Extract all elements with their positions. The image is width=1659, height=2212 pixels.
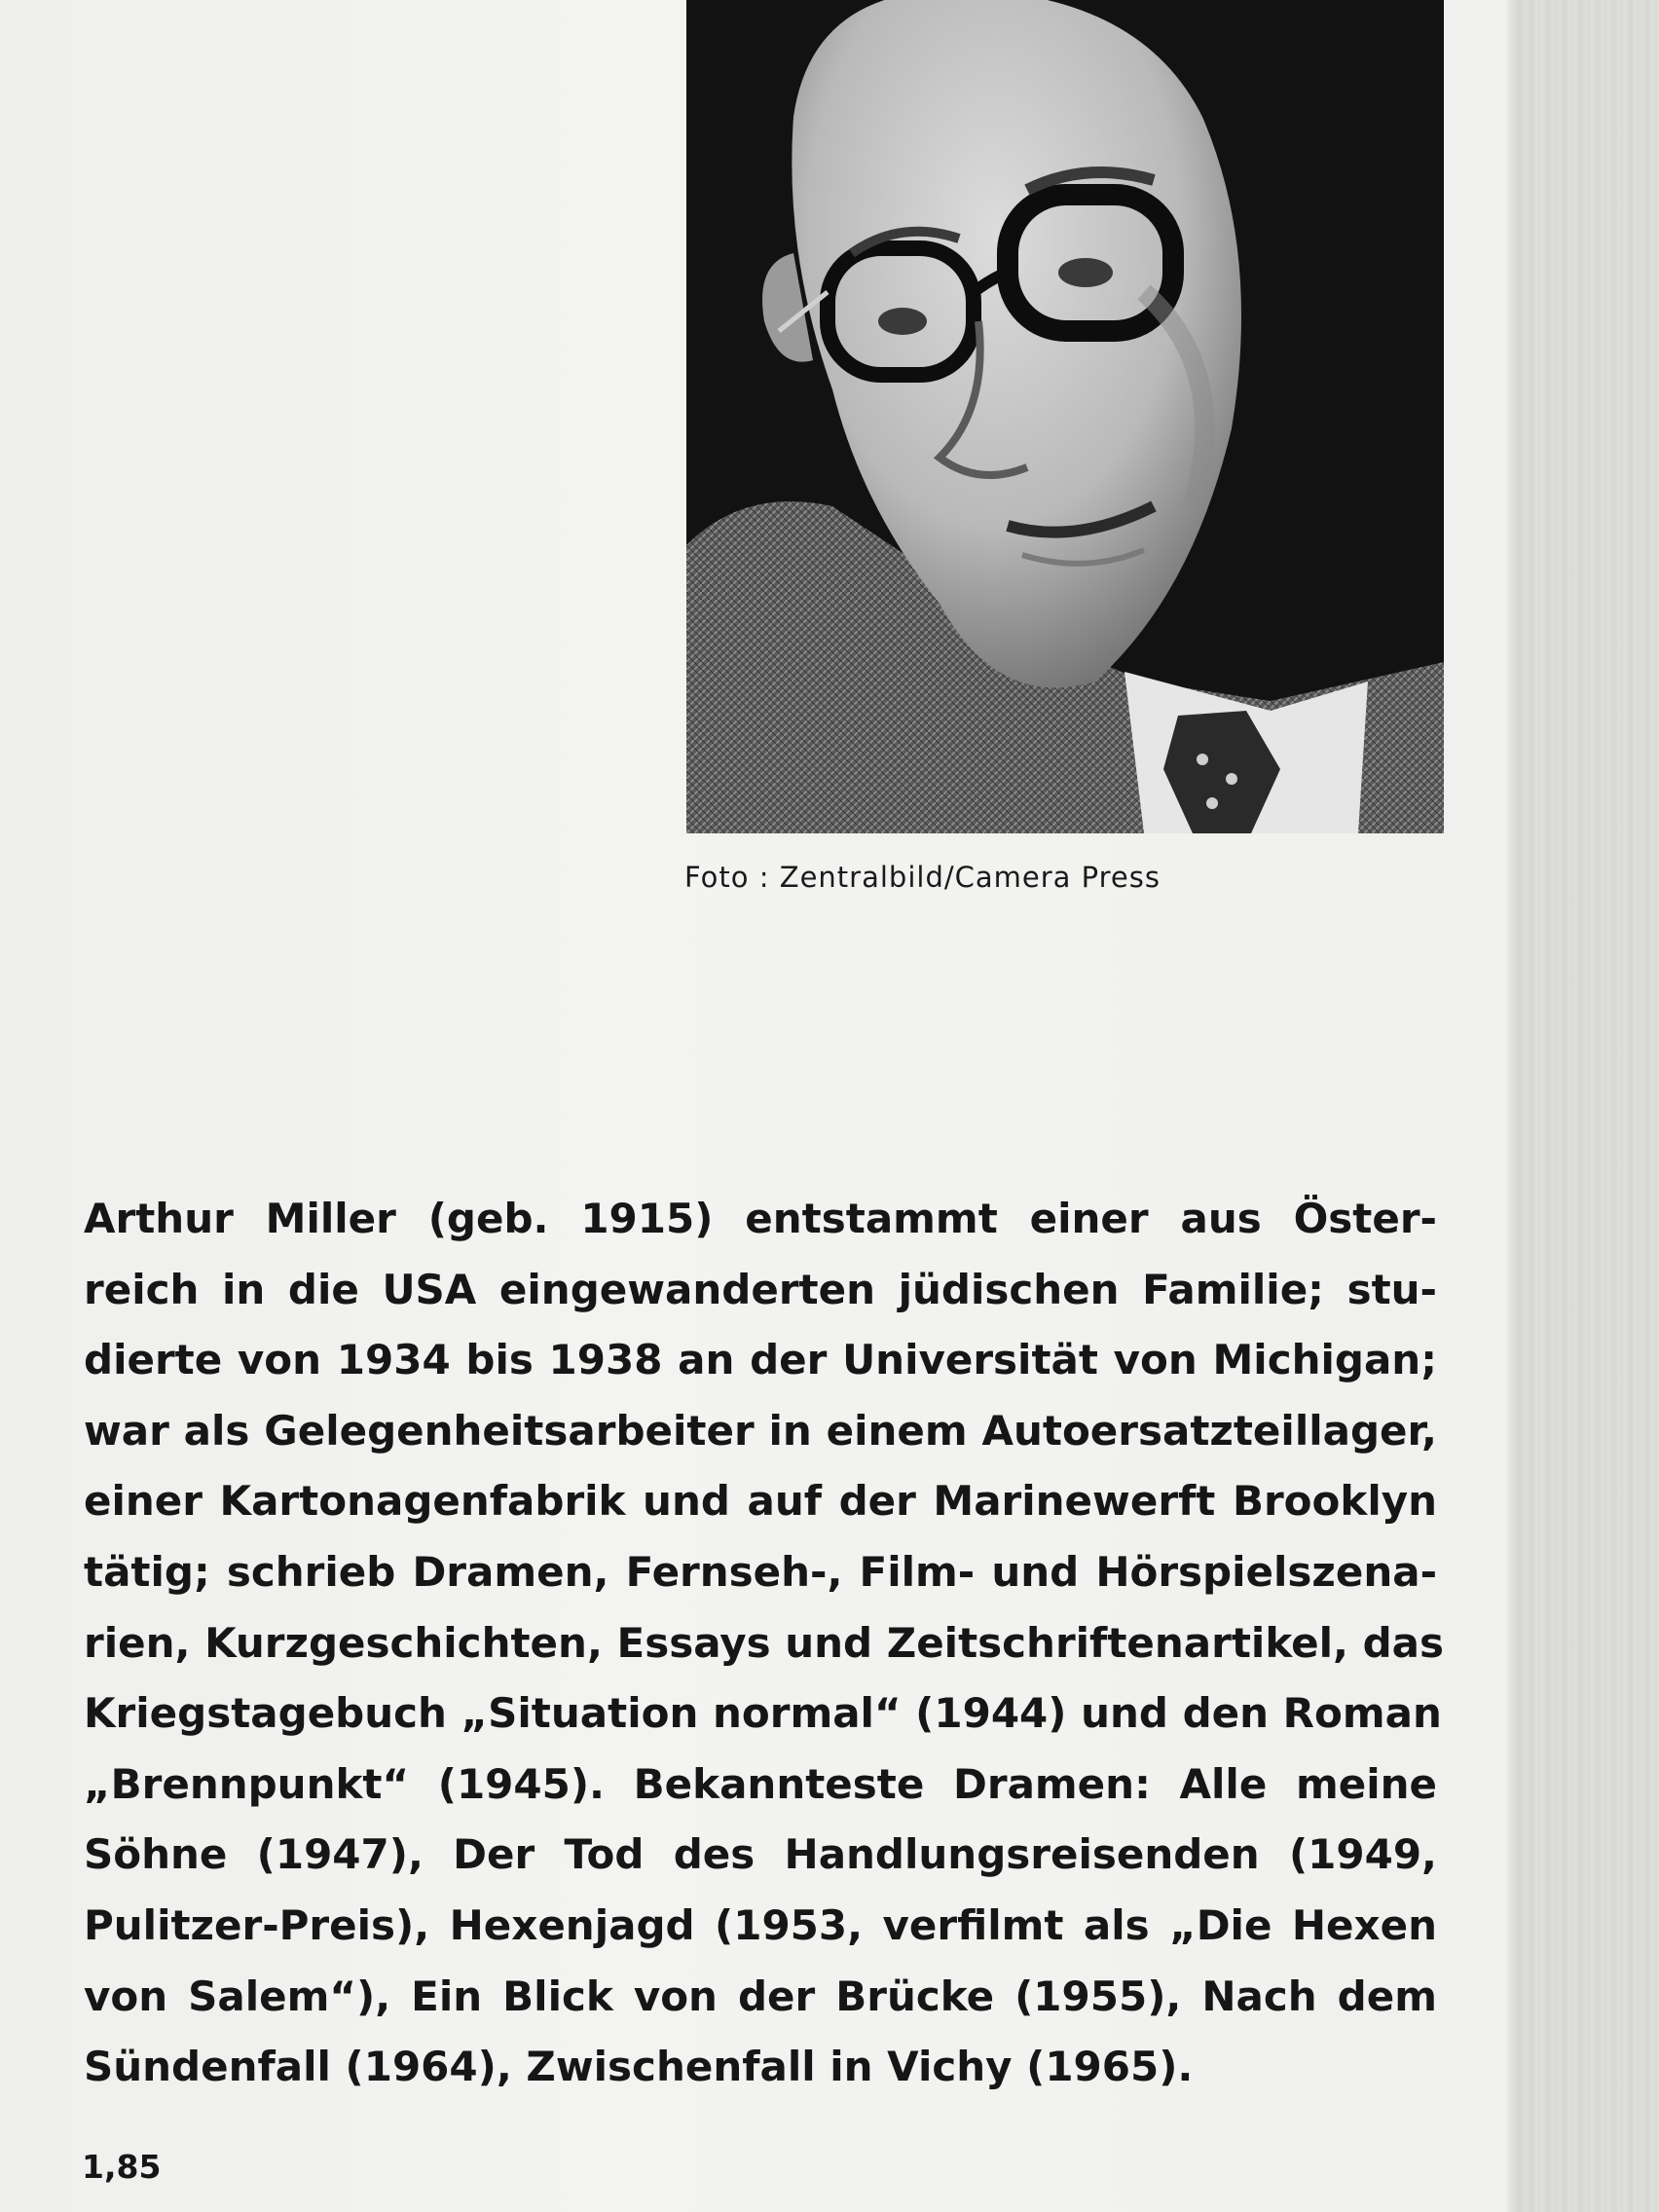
bio-line: Kriegstagebuch „Situation normal“ (1944) und den Roman [84, 1689, 1442, 1738]
wooden-background [1521, 0, 1659, 2212]
bio-line: Arthur Miller (geb. 1915) entstammt einer aus Öster- [84, 1195, 1437, 1242]
bio-line: Sündenfall (1964), Zwischenfall in Vichy (1965). [84, 2043, 1194, 2091]
bio-line: Söhne (1947), Der Tod des Handlungsreisenden (1949, [84, 1830, 1437, 1879]
author-photo-image [686, 0, 1444, 833]
bio-line: Pulitzer-Preis), Hexenjagd (1953, verfilmt als „Die Hexen [84, 1900, 1437, 1949]
author-biography [84, 1184, 1444, 2103]
bio-line: war als Gelegenheitsarbeiter in einem Autoersatzteillager, [84, 1406, 1437, 1455]
bio-line: reich in die USA eingewanderten jüdischen Familie; stu- [84, 1265, 1437, 1313]
bio-line: einer Kartonagenfabrik und auf der Marinewerft Brooklyn [84, 1477, 1437, 1526]
bio-line: „Brennpunkt“ (1945). Bekannteste Dramen: Alle meine [84, 1759, 1437, 1808]
bio-line: rien, Kurzgeschichten, Essays und Zeitschriftenartikel, das [84, 1618, 1444, 1667]
bio-line: dierte von 1934 bis 1938 an der Universität von Michigan; [84, 1336, 1437, 1384]
photo-caption: Foto : Zentralbild/Camera Press [684, 861, 1161, 894]
price-label: 1,85 [82, 2148, 162, 2186]
bio-line: tätig; schrieb Dramen, Fernseh-, Film- und Hörspielszena- [84, 1547, 1437, 1596]
bio-line: von Salem“), Ein Blick von der Brücke (1955), Nach dem [84, 1972, 1437, 2020]
author-photo [686, 0, 1444, 833]
